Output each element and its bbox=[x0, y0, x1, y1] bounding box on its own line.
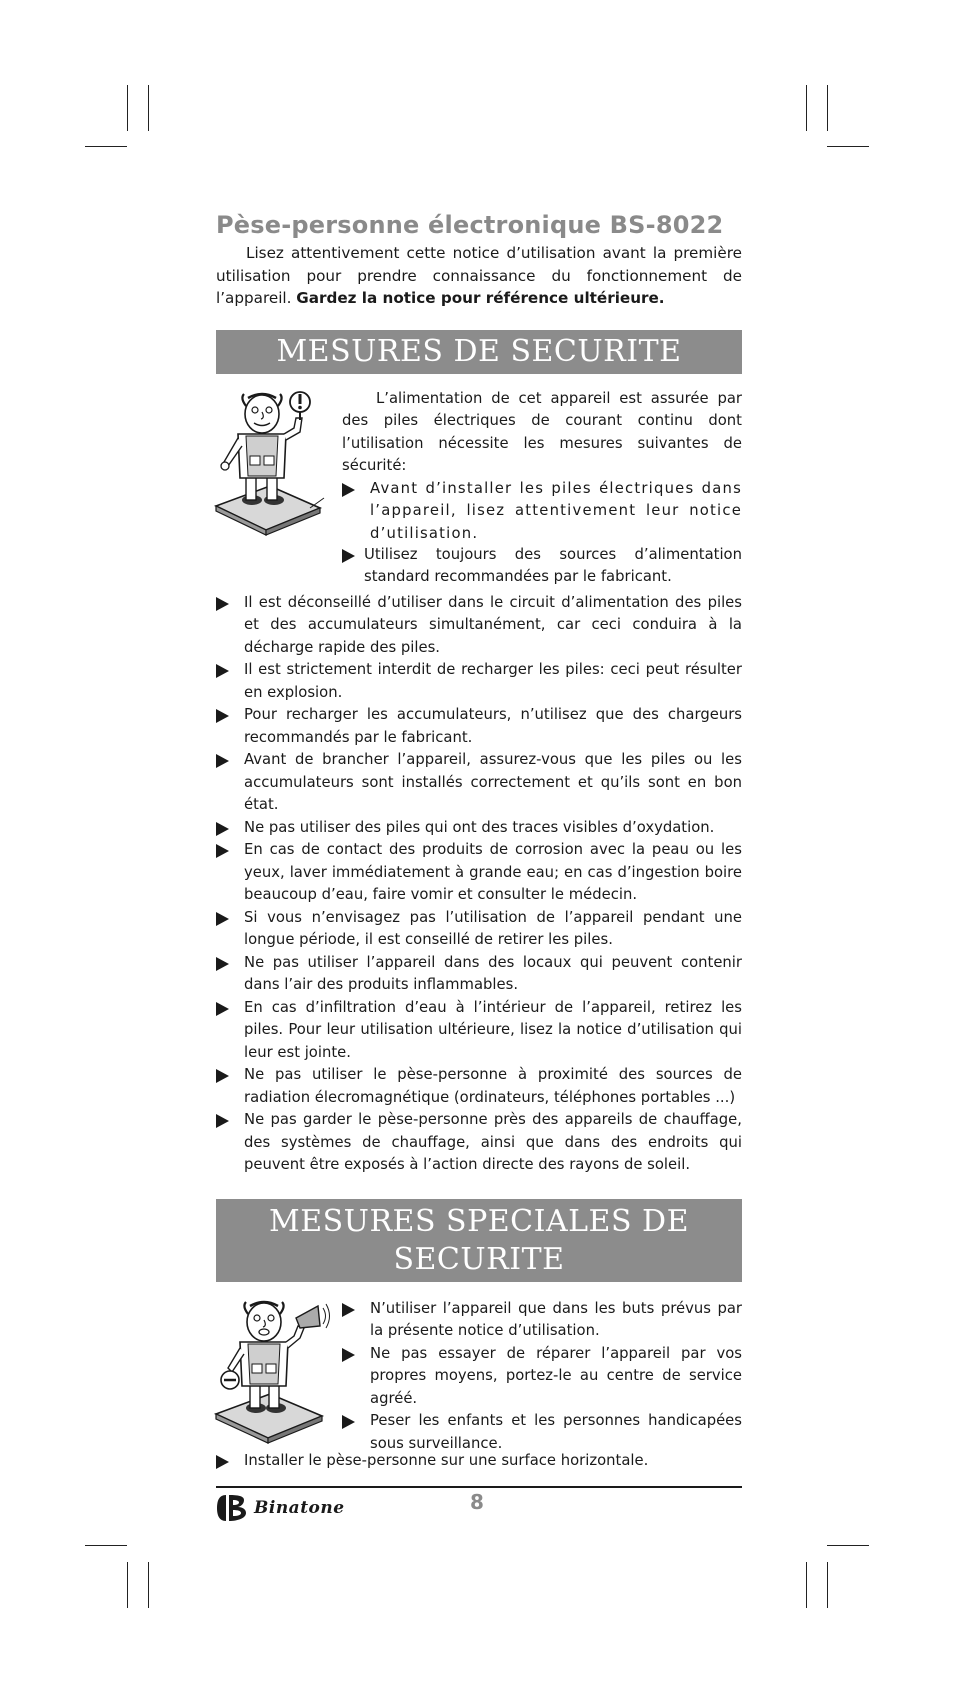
brand-name: Binatone bbox=[254, 1498, 345, 1518]
list-item bbox=[212, 544, 742, 589]
triangle-bullet-icon bbox=[216, 664, 229, 678]
section2-figure-block bbox=[216, 1298, 742, 1452]
list-item-text: Installer le pèse-personne sur une surface horizontale. bbox=[244, 1451, 649, 1469]
list-item bbox=[216, 1450, 742, 1473]
cartoon-man-with-megaphone-icon bbox=[212, 1298, 332, 1452]
section1-figure-block bbox=[216, 388, 742, 584]
crop-mark bbox=[827, 85, 828, 131]
triangle-bullet-icon bbox=[216, 754, 229, 768]
list-item bbox=[216, 704, 742, 749]
list-item-text: Avant d’installer les piles électriques dans l’appareil, lisez attentivement leur notice d’utilisation. bbox=[370, 479, 742, 542]
cartoon-man-with-exclamation-icon bbox=[212, 388, 327, 542]
triangle-bullet-icon bbox=[216, 844, 229, 858]
list-item bbox=[342, 1298, 742, 1343]
list-item bbox=[216, 907, 742, 952]
triangle-bullet-icon bbox=[216, 957, 229, 971]
list-item-text: Ne pas utiliser l’appareil dans des locaux qui peuvent contenir dans l’air des produits inflammables. bbox=[244, 953, 742, 993]
list-item-text: Pour recharger les accumulateurs, n’utilisez que des chargeurs recommandés par le fabricant. bbox=[244, 706, 742, 746]
brand-logo bbox=[216, 1493, 345, 1523]
list-item bbox=[216, 997, 742, 1065]
crop-mark bbox=[148, 1562, 149, 1608]
list-item-text: En cas d’infiltration d’eau à l’intérieur de l’appareil, retirez les piles. Pour leur utilisation ultérieure, lisez la notice d’utilisation qui leur est jointe. bbox=[244, 998, 742, 1061]
crop-mark bbox=[827, 1562, 828, 1608]
crop-mark bbox=[806, 1562, 807, 1608]
list-item bbox=[342, 1343, 742, 1411]
list-item bbox=[216, 749, 742, 817]
list-item-text: Si vous n’envisagez pas l’utilisation de l’appareil pendant une longue période, il est conseillé de retirer les piles. bbox=[244, 908, 742, 948]
section1-list bbox=[216, 592, 742, 1177]
triangle-bullet-icon bbox=[216, 1455, 229, 1469]
section2-right-list bbox=[342, 1298, 742, 1456]
section-heading-line2: SECURITE bbox=[393, 1241, 565, 1277]
list-item-text: Il est strictement interdit de recharger les piles: ceci peut résulter en explosion. bbox=[244, 661, 742, 701]
triangle-bullet-icon bbox=[216, 822, 229, 836]
list-item-text: Ne pas garder le pèse-personne près des appareils de chauffage, des systèmes de chauffage, ainsi que dans des endroits qui peuvent être exposés à l’action directe des rayons de soleil. bbox=[244, 1111, 742, 1173]
list-item bbox=[216, 659, 742, 704]
list-item-text: Ne pas utiliser le pèse-personne à proximité des sources de radiation élecromagnétique (ordinateurs, téléphones portables ...) bbox=[244, 1066, 742, 1106]
intro-bold: Gardez la notice pour référence ultérieure. bbox=[296, 289, 665, 307]
list-item bbox=[216, 1109, 742, 1177]
list-item bbox=[216, 839, 742, 907]
crop-mark bbox=[806, 85, 807, 131]
list-item bbox=[216, 1064, 742, 1109]
triangle-bullet-icon bbox=[216, 912, 229, 926]
list-item-text: Avant de brancher l’appareil, assurez-vous que les piles ou les accumulateurs sont installés correctement et qu’ils sont en bon état. bbox=[244, 751, 742, 813]
crop-mark bbox=[148, 85, 149, 131]
list-item-text: N’utiliser l’appareil que dans les buts prévus par la présente notice d’utilisation. bbox=[370, 1299, 742, 1339]
crop-mark bbox=[127, 1562, 128, 1608]
triangle-bullet-icon bbox=[342, 1415, 355, 1429]
list-item-text: Ne pas essayer de réparer l’appareil par vos propres moyens, portez-le au centre de service agréé. bbox=[370, 1344, 742, 1407]
list-item-text: Utilisez toujours des sources d’alimentation standard recommandées par le fabricant. bbox=[364, 545, 742, 585]
list-item bbox=[342, 1410, 742, 1455]
section-heading: MESURES DE SECURITE bbox=[216, 330, 742, 374]
triangle-bullet-icon bbox=[216, 1069, 229, 1083]
section1-lead: L’alimentation de cet appareil est assurée par des piles électriques de courant continu dont l’utilisation nécessite les mesures suivantes de sécurité: bbox=[342, 389, 742, 474]
page-content bbox=[216, 210, 742, 1472]
triangle-bullet-icon bbox=[216, 1002, 229, 1016]
triangle-bullet-icon bbox=[216, 1114, 229, 1128]
section1-sources-block bbox=[212, 544, 742, 589]
list-item bbox=[342, 478, 742, 546]
page-number: 8 bbox=[470, 1490, 484, 1514]
triangle-bullet-icon bbox=[342, 549, 355, 563]
list-item-text: Il est déconseillé d’utiliser dans le circuit d’alimentation des piles et des accumulateurs simultanément, car ceci conduira à la décharge rapide des piles. bbox=[244, 593, 742, 656]
crop-mark bbox=[85, 146, 127, 147]
list-item-text: Peser les enfants et les personnes handicapées sous surveillance. bbox=[370, 1412, 742, 1452]
list-item bbox=[216, 817, 742, 840]
intro-text: Lisez attentivement cette notice d’utilisation avant la première utilisation pour prendre connaissance du fonctionnement de l’appareil. bbox=[216, 244, 742, 307]
list-item bbox=[216, 952, 742, 997]
triangle-bullet-icon bbox=[342, 1303, 355, 1317]
triangle-bullet-icon bbox=[342, 1348, 355, 1362]
intro-paragraph bbox=[216, 242, 742, 310]
crop-mark bbox=[85, 1545, 127, 1546]
section-heading-line1: MESURES SPECIALES DE bbox=[269, 1203, 689, 1239]
crop-mark bbox=[827, 1545, 869, 1546]
triangle-bullet-icon bbox=[342, 483, 355, 497]
footer-divider bbox=[216, 1486, 742, 1488]
section1-lead-block bbox=[342, 388, 742, 546]
document-title: Pèse-personne électronique BS-8022 bbox=[216, 211, 724, 239]
triangle-bullet-icon bbox=[216, 597, 229, 611]
crop-mark bbox=[127, 85, 128, 131]
list-item-text: En cas de contact des produits de corrosion avec la peau ou les yeux, laver immédiatement à grande eau; en cas d’ingestion boire beaucoup d’eau, faire vomir et consulter le médecin. bbox=[244, 841, 742, 903]
binatone-logo-icon bbox=[216, 1493, 250, 1523]
list-item-text: Ne pas utiliser des piles qui ont des traces visibles d’oxydation. bbox=[244, 818, 715, 836]
section-heading-special bbox=[216, 1199, 742, 1282]
triangle-bullet-icon bbox=[216, 709, 229, 723]
list-item bbox=[216, 592, 742, 660]
crop-mark bbox=[827, 146, 869, 147]
